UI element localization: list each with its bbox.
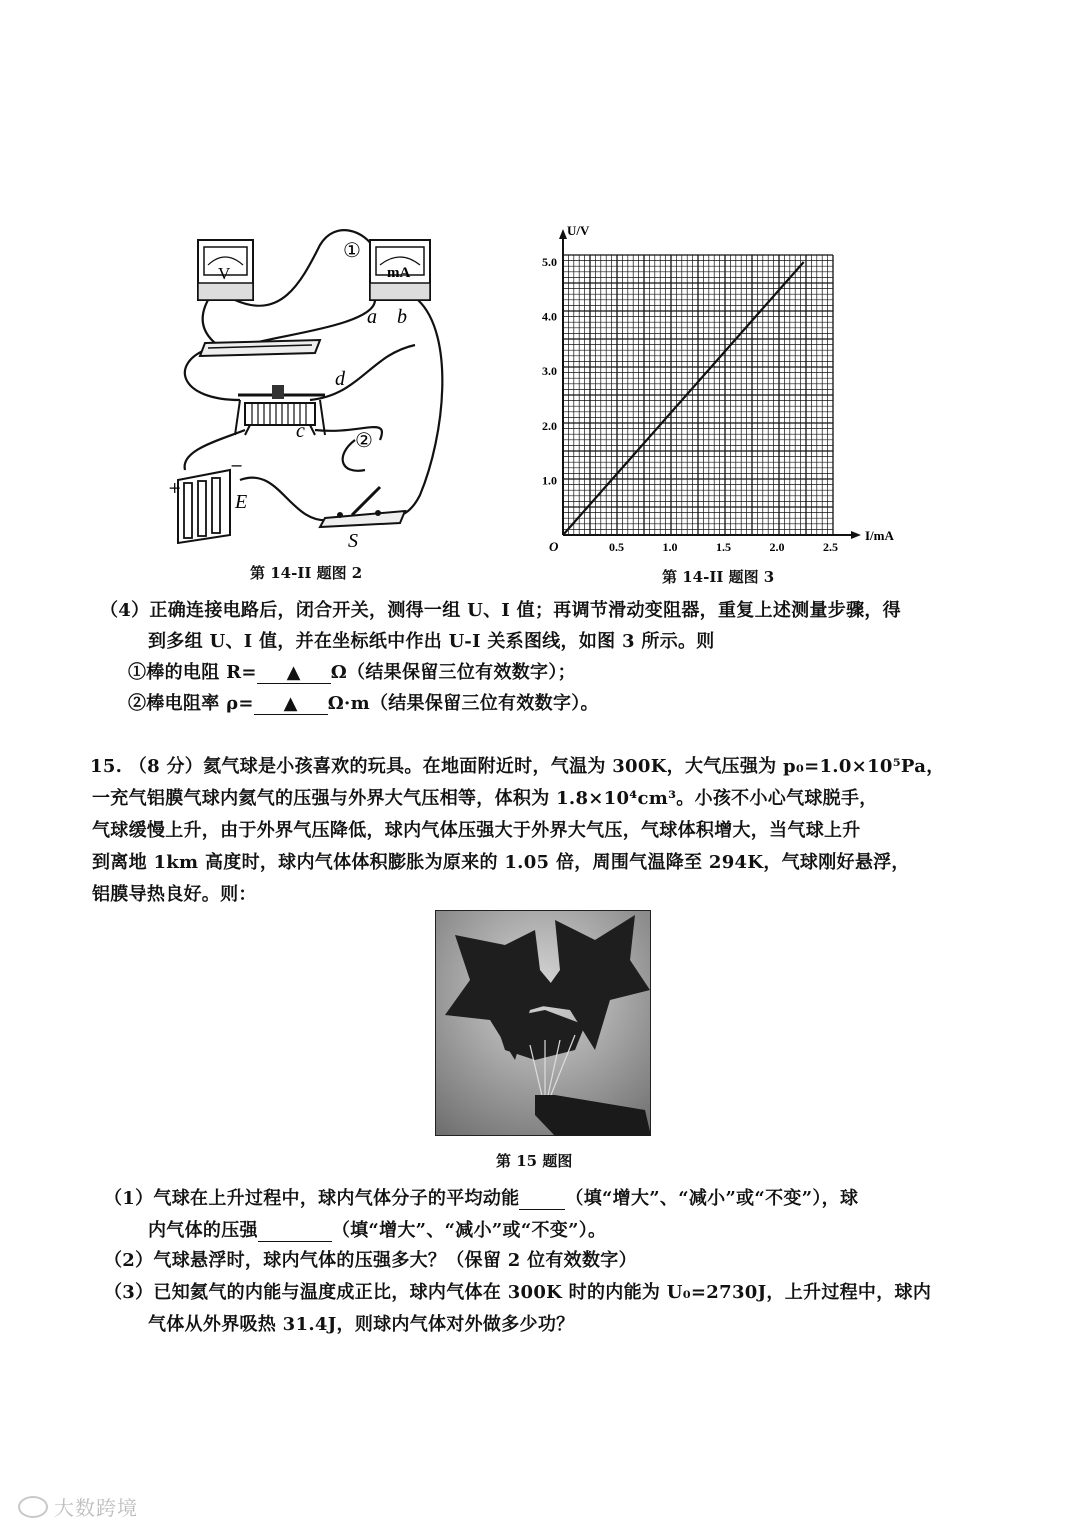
q15-line5: 铝膜导热良好。则： xyxy=(92,884,257,905)
figure-balloon-caption: 第 15 题图 xyxy=(496,1152,573,1170)
switch-label: S xyxy=(348,530,358,552)
resistance-answer-blank[interactable]: ▲ xyxy=(257,662,331,684)
battery-label: E xyxy=(235,491,248,513)
watermark-text: 大数跨境 xyxy=(54,1496,138,1520)
resistivity-answer-blank[interactable]: ▲ xyxy=(254,693,328,715)
resistivity-prefix: ②棒电阻率 ρ= xyxy=(128,693,254,714)
q15-sub1-text-a: （1）气球在上升过程中，球内气体分子的平均动能 xyxy=(104,1188,520,1209)
wire-2-label: ② xyxy=(355,428,373,452)
watermark-logo-icon xyxy=(18,1496,48,1518)
q14-part4-line2: 到多组 U、I 值，并在坐标纸中作出 U-I 关系图线，如图 3 所示。则 xyxy=(148,631,715,652)
terminal-a-label: a xyxy=(367,306,377,328)
y-tick-label: 3.0 xyxy=(542,364,557,379)
y-axis-label: U/V xyxy=(567,223,590,238)
battery-icon xyxy=(168,456,243,543)
x-tick-label: 1.5 xyxy=(716,540,731,554)
q15-sub1-text-c: 内气体的压强 xyxy=(148,1220,258,1241)
rheostat-d-label: d xyxy=(335,368,345,390)
q15-sub3-line2: 气体从外界吸热 31.4J，则球内气体对外做多少功？ xyxy=(148,1314,575,1335)
q14-part4-item1 xyxy=(128,658,576,684)
figure-circuit-caption: 第 14-II 题图 2 xyxy=(250,564,363,582)
kinetic-energy-answer-blank[interactable] xyxy=(519,1188,565,1210)
switch-icon xyxy=(320,487,405,527)
q14-part4-item2 xyxy=(128,689,599,715)
q15-line1: 15. （8 分）氦气球是小孩喜欢的玩具。在地面附近时，气温为 300K，大气压强为 p₀=1.0×10⁵Pa， xyxy=(90,756,945,777)
y-tick-label: 5.0 xyxy=(542,255,557,269)
resistance-prefix: ①棒的电阻 R= xyxy=(128,662,257,683)
q15-line3: 气球缓慢上升，由于外界气压降低，球内气体压强大于外界大气压，气球体积增大，当气球上升 xyxy=(92,820,861,841)
y-tick-label: 1.0 xyxy=(542,473,557,488)
q15-line4: 到离地 1km 高度时，球内气体体积膨胀为原来的 1.05 倍，周围气温降至 294K，气球刚好悬浮， xyxy=(92,852,910,873)
figure-graph-caption: 第 14-II 题图 3 xyxy=(662,568,775,586)
y-tick-label: 2.0 xyxy=(542,418,557,433)
resistance-suffix: Ω（结果保留三位有效数字）； xyxy=(330,662,576,683)
milliammeter-label: mA xyxy=(387,265,411,281)
balloon-photo xyxy=(435,910,651,1136)
terminal-b-label: b xyxy=(397,306,407,328)
x-axis-label: I/mA xyxy=(865,528,894,543)
svg-text:−: − xyxy=(230,456,244,475)
ui-graph xyxy=(525,222,905,557)
voltmeter-label: V xyxy=(218,264,231,283)
resistivity-suffix: Ω·m（结果保留三位有效数字）。 xyxy=(327,693,599,714)
x-tick-label: 2.0 xyxy=(769,540,785,554)
x-tick-label: 1.0 xyxy=(662,540,678,554)
y-axis-arrow-icon xyxy=(559,229,567,239)
pressure-answer-blank[interactable] xyxy=(258,1220,332,1242)
q15-sub1-line2 xyxy=(148,1216,606,1242)
q15-sub1-text-d: （填“增大”、“减小”或“不变”）。 xyxy=(331,1220,607,1241)
x-axis-arrow-icon xyxy=(851,531,861,539)
x-tick-label: 0.5 xyxy=(609,540,624,554)
rheostat-icon xyxy=(235,385,325,435)
circuit-figure xyxy=(160,225,450,555)
y-tick-label: 4.0 xyxy=(542,309,557,324)
svg-text:+: + xyxy=(168,478,182,497)
wire-1-label: ① xyxy=(343,238,361,262)
q15-sub2: （2）气球悬浮时，球内气体的压强多大？（保留 2 位有效数字） xyxy=(104,1250,637,1271)
watermark xyxy=(18,1492,138,1521)
q15-sub1-line1 xyxy=(104,1184,858,1210)
q15-sub1-text-b: （填“增大”、“减小”或“不变”），球 xyxy=(565,1188,859,1209)
x-tick-label: 2.5 xyxy=(823,540,838,554)
resistance-rod-icon xyxy=(200,340,320,356)
q15-line2: 一充气铝膜气球内氦气的压强与外界大气压相等，体积为 1.8×10⁴cm³。小孩不小心气球脱手， xyxy=(92,788,878,809)
rheostat-c-label: c xyxy=(296,420,305,442)
series-line-ui xyxy=(563,262,804,535)
origin-label: O xyxy=(549,539,559,554)
q15-sub3-line1: （3）已知氦气的内能与温度成正比，球内气体在 300K 时的内能为 U₀=2730J，上升过程中，球内 xyxy=(104,1282,932,1303)
q14-part4-line1: （4）正确连接电路后，闭合开关，测得一组 U、I 值；再调节滑动变阻器，重复上述测量步骤，得 xyxy=(100,600,901,621)
